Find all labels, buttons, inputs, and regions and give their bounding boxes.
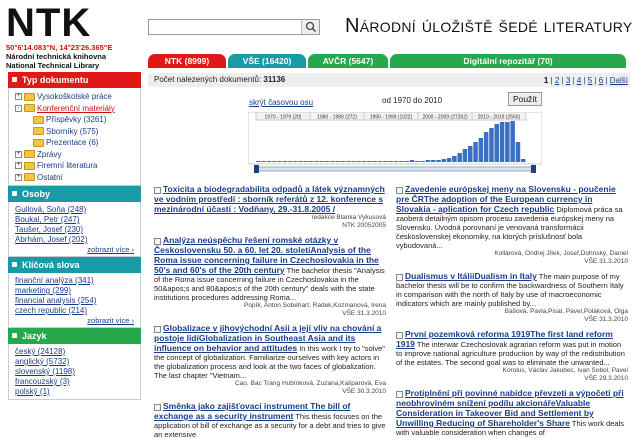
page-link[interactable]: 4 — [576, 76, 582, 85]
timeline-bar — [341, 161, 346, 162]
doc-type-tree — [8, 88, 141, 186]
tab-2[interactable]: AVČR (5647) — [308, 54, 388, 68]
result-source-date: VŠE 29.3.2010 — [584, 375, 628, 382]
language-link[interactable]: český (24128) — [15, 347, 66, 356]
timeline-bar — [410, 160, 415, 162]
folder-icon — [33, 116, 44, 124]
page-link[interactable]: 3 — [565, 76, 571, 85]
folder-icon — [24, 150, 35, 158]
expand-toggle-icon[interactable]: - — [15, 105, 22, 112]
result-title-row — [154, 235, 386, 302]
timeline-bar — [283, 161, 288, 162]
result-title-row — [154, 184, 386, 214]
expand-toggle-icon[interactable]: + — [16, 173, 21, 180]
doc-type-label: Prezentace (6) — [46, 138, 99, 147]
person-link[interactable]: Boukal, Petr (247) — [15, 215, 80, 224]
result-abstract: The main purpose of my bachelor thesis will be to confirm the backwardness of Southern Italy in comparison with the north of Italy by use of macroeconomic indicators which are mainly published by... — [396, 272, 624, 308]
timeline-bar — [389, 161, 394, 162]
timeline-bar — [521, 159, 526, 162]
tab-0[interactable]: NTK (8999) — [148, 54, 226, 68]
document-icon — [154, 326, 161, 333]
doc-type-label: Firemní literatura — [37, 161, 98, 170]
timeline-bar — [309, 161, 314, 162]
result-abstract: In this work I try to "solve" the concept of globalization. Familiarize ourselves with key actors in the globalization process and look at the two faces of globalization. The last chapter "Vietnam... — [154, 344, 385, 380]
language-link[interactable]: slovenský (1198) — [15, 367, 75, 376]
timeline-bar — [351, 161, 356, 162]
persons-header-label: Osoby — [22, 189, 51, 199]
result-authors: Kollárová, Ondrej Jílek, Josef,Dohnský, Daniel — [494, 250, 628, 257]
timeline-bar — [468, 146, 473, 162]
doc-type-label: Konferenční materiály — [37, 103, 115, 113]
result-count-label: Počet nalezených dokumentů: — [154, 75, 262, 84]
timeline-bar — [256, 161, 261, 162]
timeline-bar — [394, 161, 399, 162]
result-title-link[interactable]: Analýza neúspěchu řešení romské otázky v Československu 50. a 60. let 20. stoletíAnalysis of the Roma issue concerning failure in Czechoslovakia in the 50's and 60's of the 20th century — [154, 235, 379, 275]
timeline-bar — [336, 161, 341, 162]
result-count-value: 31136 — [263, 75, 286, 84]
language-header-label: Jazyk — [22, 331, 47, 341]
keyword-link[interactable]: czech republic (214) — [15, 306, 88, 315]
timeline-bar — [426, 160, 431, 162]
result-item — [154, 235, 386, 318]
keywords-more-link[interactable]: zobrazit více › — [15, 316, 136, 325]
result-title-link[interactable]: Dualismus v ItáliiDualism in Italy — [405, 271, 537, 281]
timeline-bar — [367, 161, 372, 162]
timeline-bar — [447, 158, 452, 162]
result-title-row — [396, 329, 628, 367]
doc-type-item[interactable] — [15, 114, 136, 126]
timeline-bar — [373, 161, 378, 162]
person-link[interactable]: Taušer, Josef (230) — [15, 225, 84, 234]
language-link[interactable]: francouzský (3) — [15, 377, 70, 386]
timeline-bin-label: 2010 - 2019 (2560) — [477, 114, 521, 121]
doc-type-label: Vysokoškolské práce — [37, 92, 112, 101]
doc-type-item[interactable] — [15, 126, 136, 138]
timeline-bar — [431, 160, 436, 162]
persons-list — [15, 205, 136, 245]
person-link[interactable]: Abrhám, Josef (202) — [15, 235, 88, 244]
result-item — [396, 329, 628, 383]
timeline-bar — [399, 161, 404, 162]
result-abstract: This thesis focuses on the application of bill of exchange as a security for a debt and tries to give an extensive — [154, 412, 386, 439]
persons-more-link[interactable]: zobrazit více › — [15, 245, 136, 254]
timeline-bar — [420, 161, 425, 162]
timeline-bar — [495, 124, 500, 162]
result-abstract: The bachelor thesis "Analysis of the Roma issue concerning failure in Czechoslovakia in the 50&apos;s and 80&apos;s of the 20th century" deals with the state institutions procedures addressing Roma... — [154, 266, 385, 302]
keywords-header-label: Klíčová slova — [22, 260, 80, 270]
result-authors: Popík, Anton Sobéhart, Radek,Kozmanová, Irena — [243, 302, 386, 309]
timeline-bar — [452, 156, 457, 162]
logo-library-cz: Národní technická knihovna — [6, 52, 107, 61]
search-box — [148, 19, 320, 35]
timeline-bar — [314, 161, 319, 162]
timeline-bin-label: 1990 - 1999 (1022) — [369, 114, 413, 121]
doc-type-item[interactable] — [15, 160, 136, 172]
result-item — [154, 323, 386, 396]
apply-button[interactable]: Použít — [508, 92, 542, 106]
document-icon — [396, 332, 403, 339]
language-link[interactable]: anglický (5732) — [15, 357, 70, 366]
result-title-row — [396, 388, 628, 437]
doc-type-item[interactable] — [15, 137, 136, 149]
page-next-link[interactable]: Další — [609, 76, 628, 85]
timeline-bar — [484, 132, 489, 162]
result-abstract: The interwar Czechoslovak agrarian reform was put in motion to improve national agriculture production by way of the redistribution of the estates. The second goal was to eliminate the unwanted... — [396, 340, 625, 367]
timeline-bar — [415, 161, 420, 162]
folder-icon — [24, 104, 35, 112]
timeline-bar — [320, 161, 325, 162]
result-abstract: This work deals with valuable consideration when changes of — [396, 419, 624, 437]
result-title-row — [154, 401, 386, 439]
timeline-bar — [489, 128, 494, 162]
folder-icon — [33, 127, 44, 135]
keywords-list — [15, 276, 136, 316]
keywords-section — [8, 273, 141, 328]
hide-timeline-link[interactable]: skrýt časovou osu — [249, 98, 314, 107]
doc-type-label: Zprávy — [37, 149, 62, 159]
document-icon — [396, 274, 403, 281]
site-title: Národní úložiště šedé literatury — [345, 15, 633, 37]
timeline-histogram[interactable] — [248, 112, 542, 174]
result-item — [396, 271, 628, 324]
doc-type-item[interactable] — [15, 149, 136, 161]
language-list — [15, 347, 136, 397]
page-current: 1 — [543, 76, 549, 85]
result-source-date: VŠE 31.3.2010 — [584, 258, 628, 265]
result-source-date: VŠE 31.3.2010 — [342, 310, 386, 317]
result-title-link[interactable]: Směnka jako zajišťovací instrument The bill of exchange as a security instrument — [154, 401, 351, 421]
sidebar — [8, 72, 141, 400]
folder-icon — [24, 93, 35, 101]
ntk-logo[interactable] — [6, 1, 113, 70]
result-item — [396, 184, 628, 266]
timeline-bar — [288, 161, 293, 162]
doc-type-label: Příspěvky (3261) — [46, 115, 107, 124]
document-icon — [154, 187, 161, 194]
timeline-bar — [457, 153, 462, 162]
doc-type-item[interactable] — [15, 103, 136, 115]
language-header — [8, 328, 141, 344]
timeline-bar — [357, 161, 362, 162]
timeline-bar — [473, 142, 478, 162]
keyword-link[interactable]: financial analysis (254) — [15, 296, 97, 305]
page-link[interactable]: 2 — [554, 76, 560, 85]
keywords-header — [8, 257, 141, 273]
timeline-slider-track — [256, 167, 534, 171]
doc-type-header-label: Typ dokumentu — [22, 75, 89, 85]
timeline-bar — [362, 161, 367, 162]
result-title-row — [396, 184, 628, 250]
document-icon — [396, 187, 403, 194]
timeline-bar — [479, 138, 484, 162]
expand-toggle-icon[interactable]: + — [16, 93, 21, 100]
folder-icon — [24, 173, 35, 181]
doc-type-label: Ostatní — [37, 172, 63, 182]
timeline-bar — [298, 161, 303, 162]
results-right-column — [396, 184, 628, 439]
timeline-slider-handle-right — [531, 165, 536, 173]
result-title-link[interactable]: Toxicita a biodegradabilita odpadů a látek významných ve vodním prostředí : sborník referátů z 12. konference s mezinárodní účastí : Vodňany, 29.-31.8.2005 / — [154, 184, 385, 214]
result-item — [154, 401, 386, 439]
result-source-date: VŠE 30.3.2010 — [342, 388, 386, 395]
timeline-bar — [272, 161, 277, 162]
result-item — [154, 184, 386, 230]
document-icon — [154, 238, 161, 245]
doc-type-header — [8, 72, 141, 88]
timeline-bin-label: 1970 - 1979 (20) — [264, 114, 302, 121]
result-title-row — [154, 323, 386, 380]
expand-toggle-icon[interactable]: + — [16, 162, 21, 169]
timeline-bin-label: 1980 - 1989 (272) — [317, 114, 357, 121]
timeline-bar — [500, 122, 505, 162]
persons-header — [8, 186, 141, 202]
result-abstract: Diplomová práca sa zaoberá detailným opisom procesu zavedenia európskej meny na Slovensku. Úvodná porovnaní je venovaná transformácii československej ekonomiky, na ktorých príslušnosť bola vybudovaná... — [396, 205, 623, 250]
result-authors: Cao, Bac Trang Hubínková, Zuzana,Kašparová, Eva — [234, 380, 386, 387]
doc-type-item[interactable] — [15, 91, 136, 103]
doc-type-item[interactable] — [15, 172, 136, 184]
timeline-bar — [261, 161, 266, 162]
result-title-link[interactable]: Protiplnění při povinné nabídce převzetí a výpočetí při neobhroviném snížení podílu akcionářeValuable Consideration in Takeover Bid and Settlement by Unwilling Reducing of Shareholder's Share — [396, 388, 624, 428]
document-icon — [154, 404, 161, 411]
results-left-column — [154, 184, 386, 439]
timeline-slider-handle-left — [254, 165, 259, 173]
search-icon — [302, 20, 320, 34]
keyword-link[interactable]: finanční analýza (341) — [15, 276, 94, 285]
result-authors: Bašová, Pavla,Pisal, Pavel,Poláková, Olga — [504, 308, 628, 315]
pagination: 1 | 2 | 3 | 4 | 5 | 6 | Další — [543, 76, 628, 85]
result-source-date: NTK 20052005 — [342, 222, 386, 229]
result-item — [396, 388, 628, 437]
result-title-link[interactable]: Zavedenie európskej meny na Slovensku - poučenie pre ČRThe adoption of the European currency in Slovakia - aplication for Czech republic — [396, 184, 616, 214]
tab-1[interactable]: VŠE (16420) — [228, 54, 306, 68]
timeline-bar — [510, 121, 515, 162]
language-section — [8, 344, 141, 400]
timeline-bar — [505, 122, 510, 162]
timeline-bar — [267, 161, 272, 162]
tab-3[interactable]: Digitální repozitář (70) — [390, 54, 626, 68]
timeline-bar — [293, 161, 298, 162]
logo-library-en: National Technical Library — [6, 61, 100, 70]
folder-icon — [24, 162, 35, 170]
results-area — [148, 184, 630, 439]
logo-coordinates: 50°6'14.083"N, 14°23'26.365"E — [6, 43, 113, 52]
logo-title: NTK — [6, 1, 92, 45]
document-icon — [396, 391, 403, 398]
timeline-bar — [383, 161, 388, 162]
result-authors: redakce Blanka Vykusová — [311, 214, 386, 221]
result-title-row — [396, 271, 628, 308]
timeline-bar — [378, 161, 383, 162]
folder-icon — [33, 139, 44, 147]
timeline-bin-label: 2000 - 2009 (27262) — [422, 114, 468, 121]
result-title-link[interactable]: První pozemková reforma 1919The first land reform 1919 — [396, 329, 613, 349]
collection-tabs — [148, 54, 630, 68]
page-link[interactable]: 5 — [587, 76, 593, 85]
result-authors: Korolus, Václav Jakubec, Ivan Sobol, Pavel — [502, 367, 628, 374]
result-source-date: VŠE 31.3.2010 — [584, 316, 628, 323]
persons-section — [8, 202, 141, 257]
timeline-bar — [442, 159, 447, 162]
keyword-link[interactable]: marketing (299) — [15, 286, 72, 295]
timeline-bar — [346, 161, 351, 162]
search-input[interactable] — [149, 20, 299, 34]
timeline-bar — [516, 142, 521, 162]
timeline-bar — [277, 161, 282, 162]
person-link[interactable]: Gullová, Soňa (248) — [15, 205, 87, 214]
expand-toggle-icon[interactable]: + — [16, 150, 21, 157]
timeline-bar — [436, 160, 441, 162]
timeline-bar — [404, 161, 409, 162]
timeline-bar — [325, 161, 330, 162]
page-link[interactable]: 6 — [598, 76, 604, 85]
search-button[interactable] — [301, 20, 319, 34]
timeline-bar — [463, 149, 468, 162]
timeline-bar — [304, 161, 309, 162]
timeline-bar — [330, 161, 335, 162]
doc-type-label: Sborníky (575) — [46, 126, 99, 136]
timeline-range: od 1970 do 2010 — [382, 96, 443, 105]
language-link[interactable]: polský (1) — [15, 387, 50, 396]
result-title-link[interactable]: Globalizace v jihovýchodní Asii a její vliv na chování a postoje lidíGlobalization in Southeast Asia and its influence on behavior and attitudes — [154, 323, 382, 353]
